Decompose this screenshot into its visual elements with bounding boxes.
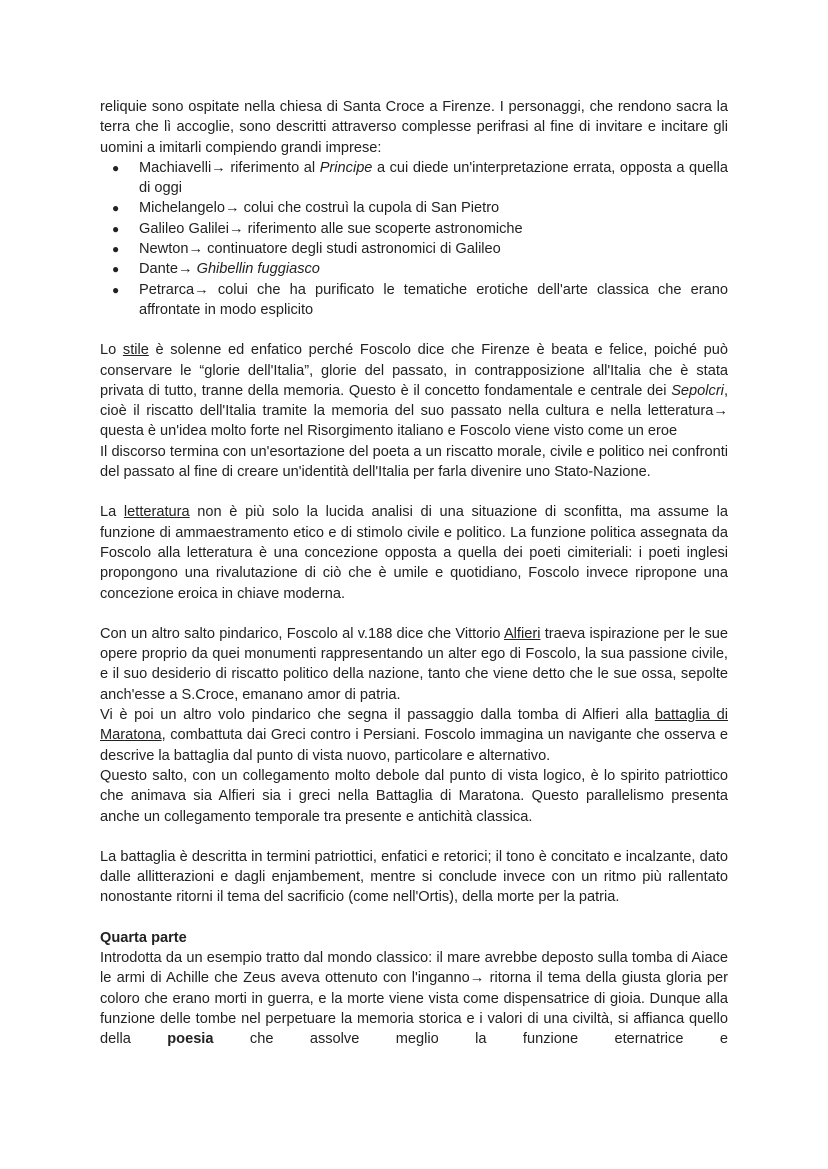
bullet-icon: ● [112, 282, 120, 297]
list-item [100, 158, 728, 199]
paragraph-spacer [100, 908, 728, 928]
text-run: traeva ispirazione per le sue opere proprio da quei monumenti rappresentando un alter ego di Foscolo, la sua passione civile, e il suo desiderio di riscatto politico della nazione, tanto che viene detto che le sue ossa, sepolte anch'esse a S.Croce, emanano amor di patria. [100, 625, 728, 703]
list-item-italic: Principe [319, 159, 373, 176]
list-item-text: Newton→ continuatore degli studi astronomici di Galileo [139, 241, 501, 258]
text-run: Con un altro salto pindarico, Foscolo al v.188 dice che Vittorio [100, 625, 504, 642]
bullet-icon: ● [112, 242, 120, 257]
paragraph-spacer [100, 320, 728, 340]
paragraph-salto [100, 766, 728, 827]
text-run: , combattuta dai Greci contro i Persiani. Foscolo immagina un navigante che osserva e descrive la battaglia dal punto di vista nuovo, particolare e alternativo. [100, 727, 728, 764]
paragraph-reliquie [100, 97, 728, 158]
text-run: Vi è poi un altro volo pindarico che segna il passaggio dalla tomba di Alfieri alla [100, 707, 655, 724]
paragraph-battaglia [100, 847, 728, 908]
list-item-italic: Ghibellin fuggiasco [196, 261, 320, 278]
underlined-term: Alfieri [503, 625, 541, 642]
paragraph-stile [100, 340, 728, 441]
list-item-text: Machiavelli→ riferimento al [139, 159, 320, 176]
paragraph-quarta-parte [100, 948, 728, 1049]
paragraph-alfieri [100, 624, 728, 705]
list-item [100, 280, 728, 321]
paragraph-spacer [100, 604, 728, 624]
list-item-text: Michelangelo→ colui che costruì la cupola di San Pietro [139, 200, 500, 217]
list-item-text: Petrarca→ colui che ha purificato le tematiche erotiche dell'arte classica che erano affrontate in modo esplicito [139, 281, 728, 318]
paragraph-esortazione [100, 442, 728, 483]
list-item-text: Galileo Galilei→ riferimento alle sue scoperte astronomiche [139, 220, 523, 237]
bullet-icon: ● [112, 160, 120, 175]
text-run: è solenne ed enfatico perché Foscolo dice che Firenze è beata e felice, poiché può conservare le “glorie dell'Italia”, glorie del passato, in contrapposizione all'Italia che è stata privata di tutto, tranne della memoria. Questo è il concetto fondamentale e centrale dei [100, 342, 728, 399]
text-run: Lo [100, 342, 123, 359]
bullet-icon: ● [112, 262, 120, 277]
bullet-icon: ● [112, 201, 120, 216]
bullet-icon: ● [112, 221, 120, 236]
underlined-term: letteratura [123, 504, 190, 521]
paragraph-spacer [100, 827, 728, 847]
list-item [100, 259, 728, 279]
bold-term: poesia [167, 1031, 214, 1048]
italic-term: Sepolcri [671, 382, 724, 399]
list-item [100, 239, 728, 259]
list-item [100, 219, 728, 239]
underlined-term: battaglia di Maratona [100, 707, 728, 744]
text-run: che assolve meglio la funzione eternatrice e [213, 1031, 728, 1048]
text-run: , cioè il riscatto dell'Italia tramite la memoria del suo passato nella cultura e nella letteratura→ questa è un'idea molto forte nel Risorgimento italiano e Foscolo viene visto come un eroe [100, 382, 728, 440]
paragraph-letteratura [100, 502, 728, 603]
section-heading: Quarta parte [100, 929, 187, 946]
list-item-text-tail: a cui diede un'interpretazione errata, opposta a quella di oggi [139, 159, 728, 197]
paragraph-maratona [100, 705, 728, 766]
paragraph-spacer [100, 482, 728, 502]
list-item-text: Dante→ [139, 261, 197, 278]
text-run: non è più solo la lucida analisi di una situazione di sconfitta, ma assume la funzione di ammaestramento etico e di stimolo civile e politico. La funzione politica assegnata da Foscolo alla letteratura è una concezione opposta a quella dei poeti cimiteriali: i poeti inglesi propongono una rivalutazione di ciò che è umile e quotidiano, Foscolo invece ripropone una concezione eroica in chiave moderna. [100, 504, 729, 602]
text-run: La [100, 504, 124, 521]
text-run: La battaglia è descritta in termini patriottici, enfatici e retorici; il tono è concitato e incalzante, dato dalle allitterazioni e dagli enjambement, mentre si conclude invece con un ritmo più rallentato nonostante ritorni il tema del sacrificio (come nell'Ortis), della morte per la patria. [100, 848, 728, 906]
list-item [100, 198, 728, 218]
text-run: Questo salto, con un collegamento molto debole dal punto di vista logico, è lo spirito patriottico che animava sia Alfieri sia i greci nella Battaglia di Maratona. Questo parallelismo presenta anche un collegamento temporale tra presente e antichità classica. [100, 767, 728, 825]
figures-list [100, 158, 728, 320]
text-run: Il discorso termina con un'esortazione del poeta a un riscatto morale, civile e politico nei confronti del passato al fine di creare un'identità dell'Italia per farla divenire uno Stato-Nazione. [100, 443, 728, 481]
paragraph-text: reliquie sono ospitate nella chiesa di Santa Croce a Firenze. I personaggi, che rendono sacra la terra che lì accoglie, sono descritti attraverso complesse perifrasi al fine di invitare e incitare gli uomini a imitarli compiendo grandi imprese: [100, 99, 728, 156]
document-page [100, 97, 728, 1049]
text-run: Introdotta da un esempio tratto dal mondo classico: il mare avrebbe deposto sulla tomba di Aiace le armi di Achille che Zeus aveva ottenuto con l'inganno→ ritorna il tema della giusta gloria per coloro che erano morti in guerra, e la morte viene vista come dispensatrice di gioia. Dunque alla funzione delle tombe nel perpetuare la memoria storica e i valori di una civiltà, si affianca quello della [100, 949, 728, 1048]
underlined-term: stile [122, 342, 149, 359]
